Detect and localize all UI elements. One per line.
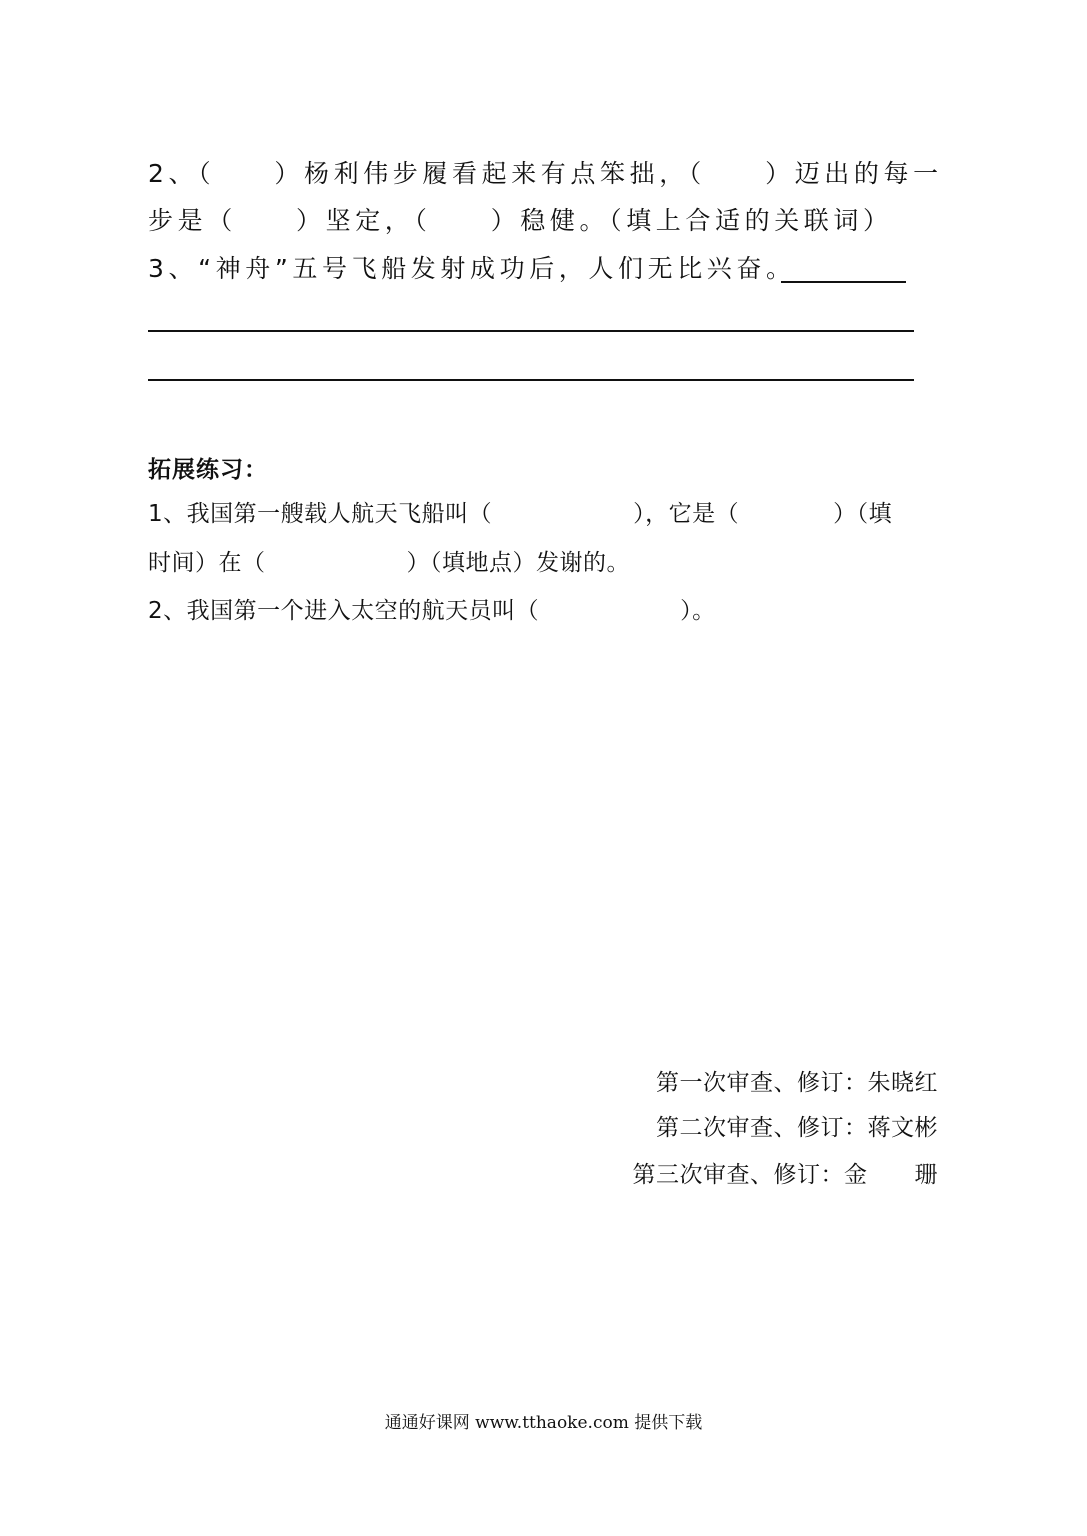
review-signature-3: 第三次审查、修订：金 珊 [632, 1162, 938, 1188]
question-3-inline-answer-line [781, 281, 906, 283]
question-3-answer-line-1 [148, 330, 914, 332]
extension-question-1-line-2: 时间）在（ ）（填地点）发谢的。 [148, 550, 630, 576]
question-3-answer-line-2 [148, 379, 914, 381]
question-3-text: 3、“神舟”五号飞船发射成功后，人们无比兴奋。 [148, 254, 796, 283]
question-2-line-2: 步是（ ）坚定，（ ）稳健。（填上合适的关联词） [148, 206, 893, 235]
extension-question-1-line-1: 1、我国第一艘载人航天飞船叫（ ），它是（ ）（填 [148, 501, 893, 527]
extension-question-2: 2、我国第一个进入太空的航天员叫（ ）。 [148, 598, 716, 624]
question-2-line-1: 2、（ ）杨利伟步履看起来有点笨拙，（ ）迈出的每一 [148, 159, 943, 188]
footer-credit: 通通好课网 www.tthaoke.com 提供下载 [384, 1413, 703, 1433]
review-signature-2: 第二次审查、修订：蒋文彬 [656, 1115, 938, 1141]
review-signature-1: 第一次审查、修订：朱晓红 [656, 1070, 938, 1096]
extension-heading: 拓展练习： [148, 457, 268, 483]
